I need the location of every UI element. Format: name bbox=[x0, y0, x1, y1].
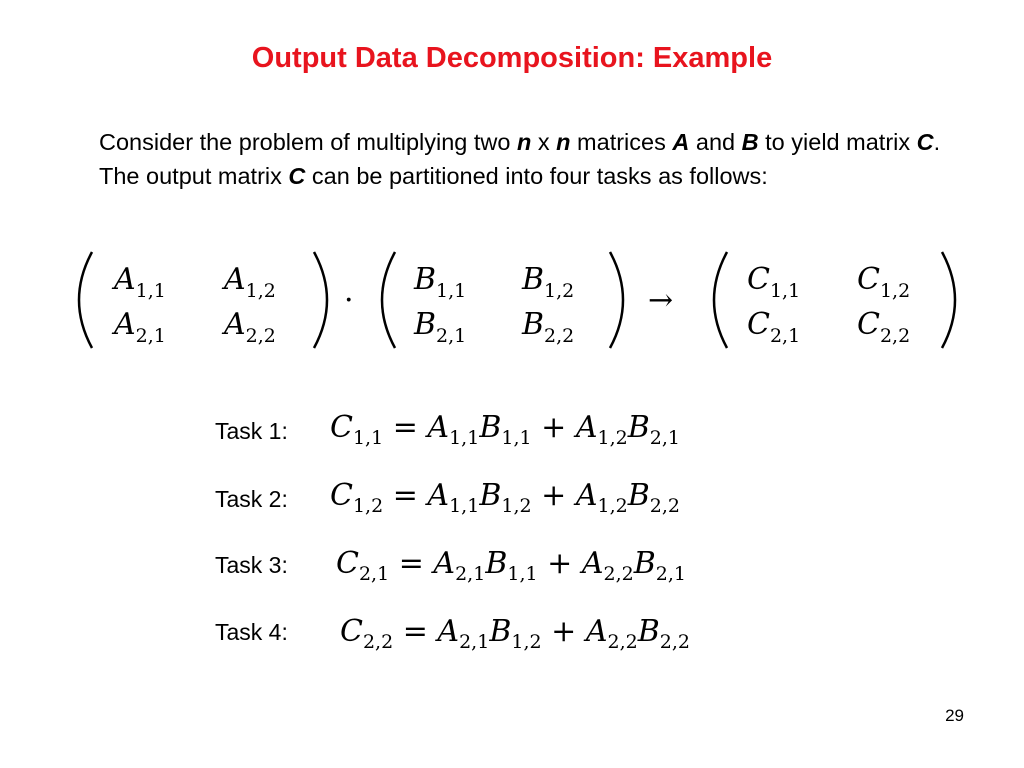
task-2-b1-sub: 1,2 bbox=[501, 495, 532, 517]
task-1-c-sub: 1,1 bbox=[352, 427, 384, 449]
task-4-formula bbox=[340, 614, 690, 653]
task-2-c-sub: 1,2 bbox=[352, 495, 384, 517]
task-4-c: C bbox=[340, 614, 363, 649]
intro-c2: C bbox=[288, 163, 306, 189]
matrix-c-22-sub: 2,2 bbox=[879, 325, 911, 347]
svg-text:B1,2 bbox=[521, 262, 574, 302]
task-2-a2-sub: 1,2 bbox=[597, 495, 628, 517]
slide-title: Output Data Decomposition: Example bbox=[251, 42, 773, 74]
maps-to-arrow: → bbox=[648, 283, 674, 318]
task-3-formula bbox=[336, 546, 686, 585]
task-4-a2-sub: 2,2 bbox=[607, 631, 638, 653]
task-4-b1: B bbox=[489, 614, 512, 649]
matrix-b-21-sub: 2,1 bbox=[436, 325, 467, 347]
intro-n1: n bbox=[516, 129, 532, 155]
matrix-c-11-sub: 1,1 bbox=[769, 280, 801, 302]
task-4-label: Task 4: bbox=[215, 619, 288, 645]
matrix-equation bbox=[62, 242, 982, 362]
intro-c1: C bbox=[916, 129, 934, 155]
task-2-a1-sub: 1,1 bbox=[449, 495, 480, 517]
matrix-a-22-base: A bbox=[224, 307, 246, 342]
svg-text:B1,1 bbox=[413, 262, 466, 302]
matrix-b-22-sub: 2,2 bbox=[544, 325, 575, 347]
task-1-a2: A bbox=[575, 410, 598, 445]
matrix-b-12-sub: 1,2 bbox=[544, 280, 575, 302]
task-4-a1-sub: 2,1 bbox=[459, 631, 490, 653]
matrix-a bbox=[79, 252, 327, 348]
task-3-plus: + bbox=[547, 546, 573, 581]
matrix-b-22-base: B bbox=[522, 307, 545, 342]
svg-text:B2,1 bbox=[413, 307, 466, 347]
intro-text-4: and bbox=[689, 129, 742, 155]
svg-text:A1,2 bbox=[221, 262, 276, 302]
svg-text:A1,1 bbox=[111, 262, 166, 302]
matrix-a-21-base: A bbox=[114, 307, 136, 342]
task-2-equals: = bbox=[392, 478, 418, 513]
matrix-c-12-base: C bbox=[857, 262, 880, 297]
matrix-a-21-sub: 2,1 bbox=[135, 325, 166, 347]
task-1-b1: B bbox=[479, 410, 502, 445]
matrix-b-right-paren bbox=[610, 252, 623, 348]
task-3-b2-sub: 2,1 bbox=[655, 563, 686, 585]
svg-text:C1,2 bbox=[857, 262, 910, 302]
svg-text:C2,1 bbox=[747, 307, 800, 347]
matrix-a-11-sub: 1,1 bbox=[135, 280, 166, 302]
task-4-b2: B bbox=[637, 614, 660, 649]
intro-text-7: can be partitioned into four tasks as follows: bbox=[305, 163, 768, 189]
matrix-b-11-sub: 1,1 bbox=[436, 280, 467, 302]
task-4-plus: + bbox=[551, 614, 577, 649]
task-1-label: Task 1: bbox=[215, 418, 288, 444]
task-2-plus: + bbox=[541, 478, 567, 513]
matrix-c bbox=[714, 252, 955, 348]
intro-a: A bbox=[672, 129, 690, 155]
matrix-a-right-paren bbox=[314, 252, 327, 348]
matrix-c-11-base: C bbox=[747, 262, 770, 297]
intro-n2: n bbox=[556, 129, 571, 155]
task-2-c: C bbox=[330, 478, 353, 513]
task-1-plus: + bbox=[541, 410, 567, 445]
task-3-a1: A bbox=[433, 546, 456, 581]
task-3-b1-sub: 1,1 bbox=[507, 563, 538, 585]
matrix-a-left-paren bbox=[79, 252, 92, 348]
matrix-a-11-base: A bbox=[114, 262, 136, 297]
intro-b: B bbox=[741, 129, 759, 155]
task-4-b2-sub: 2,2 bbox=[659, 631, 690, 653]
svg-text:A2,2 bbox=[221, 307, 276, 347]
task-3-a1-sub: 2,1 bbox=[455, 563, 486, 585]
matrix-c-21-base: C bbox=[747, 307, 770, 342]
svg-text:C2,2 bbox=[857, 307, 910, 347]
task-4-a2: A bbox=[585, 614, 608, 649]
task-2-b1: B bbox=[479, 478, 502, 513]
task-3-c-sub: 2,1 bbox=[358, 563, 390, 585]
matrix-c-12-sub: 1,2 bbox=[879, 280, 911, 302]
task-3-b2: B bbox=[633, 546, 656, 581]
task-1-equals: = bbox=[392, 410, 418, 445]
task-3-a2: A bbox=[581, 546, 604, 581]
task-2-b2-sub: 2,2 bbox=[649, 495, 680, 517]
matrix-a-12-sub: 1,2 bbox=[245, 280, 276, 302]
task-3-c: C bbox=[336, 546, 359, 581]
task-1-c: C bbox=[330, 410, 353, 445]
task-1-a2-sub: 1,2 bbox=[597, 427, 628, 449]
svg-text:B2,2 bbox=[521, 307, 574, 347]
page-number: 29 bbox=[945, 706, 964, 725]
intro-text-1: Consider the problem of multiplying two bbox=[99, 129, 517, 155]
svg-text:A2,1 bbox=[111, 307, 166, 347]
task-2-label: Task 2: bbox=[215, 486, 288, 512]
task-3-b1: B bbox=[485, 546, 508, 581]
task-4-c-sub: 2,2 bbox=[362, 631, 394, 653]
task-2-b2: B bbox=[627, 478, 650, 513]
task-1-b1-sub: 1,1 bbox=[501, 427, 532, 449]
intro-text-6: . The output matrix bbox=[99, 129, 941, 189]
matrix-c-22-base: C bbox=[857, 307, 880, 342]
matrix-b-12-base: B bbox=[522, 262, 545, 297]
svg-text:C1,1 bbox=[747, 262, 800, 302]
intro-paragraph bbox=[99, 125, 979, 193]
matrix-b-left-paren bbox=[382, 252, 395, 348]
matrix-a-22-sub: 2,2 bbox=[245, 325, 276, 347]
matrix-c-left-paren bbox=[714, 252, 727, 348]
task-1-a1: A bbox=[427, 410, 450, 445]
intro-text-3: matrices bbox=[570, 129, 673, 155]
task-2-a2: A bbox=[575, 478, 598, 513]
multiply-dot: · bbox=[344, 283, 354, 318]
matrix-b bbox=[382, 252, 623, 348]
matrix-b-11-base: B bbox=[414, 262, 437, 297]
matrix-b-21-base: B bbox=[414, 307, 437, 342]
task-2-a1: A bbox=[427, 478, 450, 513]
matrix-c-21-sub: 2,1 bbox=[769, 325, 801, 347]
task-1-formula bbox=[330, 410, 680, 449]
matrix-c-right-paren bbox=[942, 252, 955, 348]
task-1-a1-sub: 1,1 bbox=[449, 427, 480, 449]
task-2-formula bbox=[330, 478, 680, 517]
task-4-a1: A bbox=[437, 614, 460, 649]
matrix-a-12-base: A bbox=[224, 262, 246, 297]
task-1-b2: B bbox=[627, 410, 650, 445]
task-4-equals: = bbox=[402, 614, 428, 649]
task-3-a2-sub: 2,2 bbox=[603, 563, 634, 585]
task-4-b1-sub: 1,2 bbox=[511, 631, 542, 653]
task-1-b2-sub: 2,1 bbox=[649, 427, 680, 449]
intro-text-2: x bbox=[531, 129, 557, 155]
task-3-equals: = bbox=[398, 546, 424, 581]
intro-text-5: to yield matrix bbox=[758, 129, 917, 155]
task-3-label: Task 3: bbox=[215, 552, 288, 578]
